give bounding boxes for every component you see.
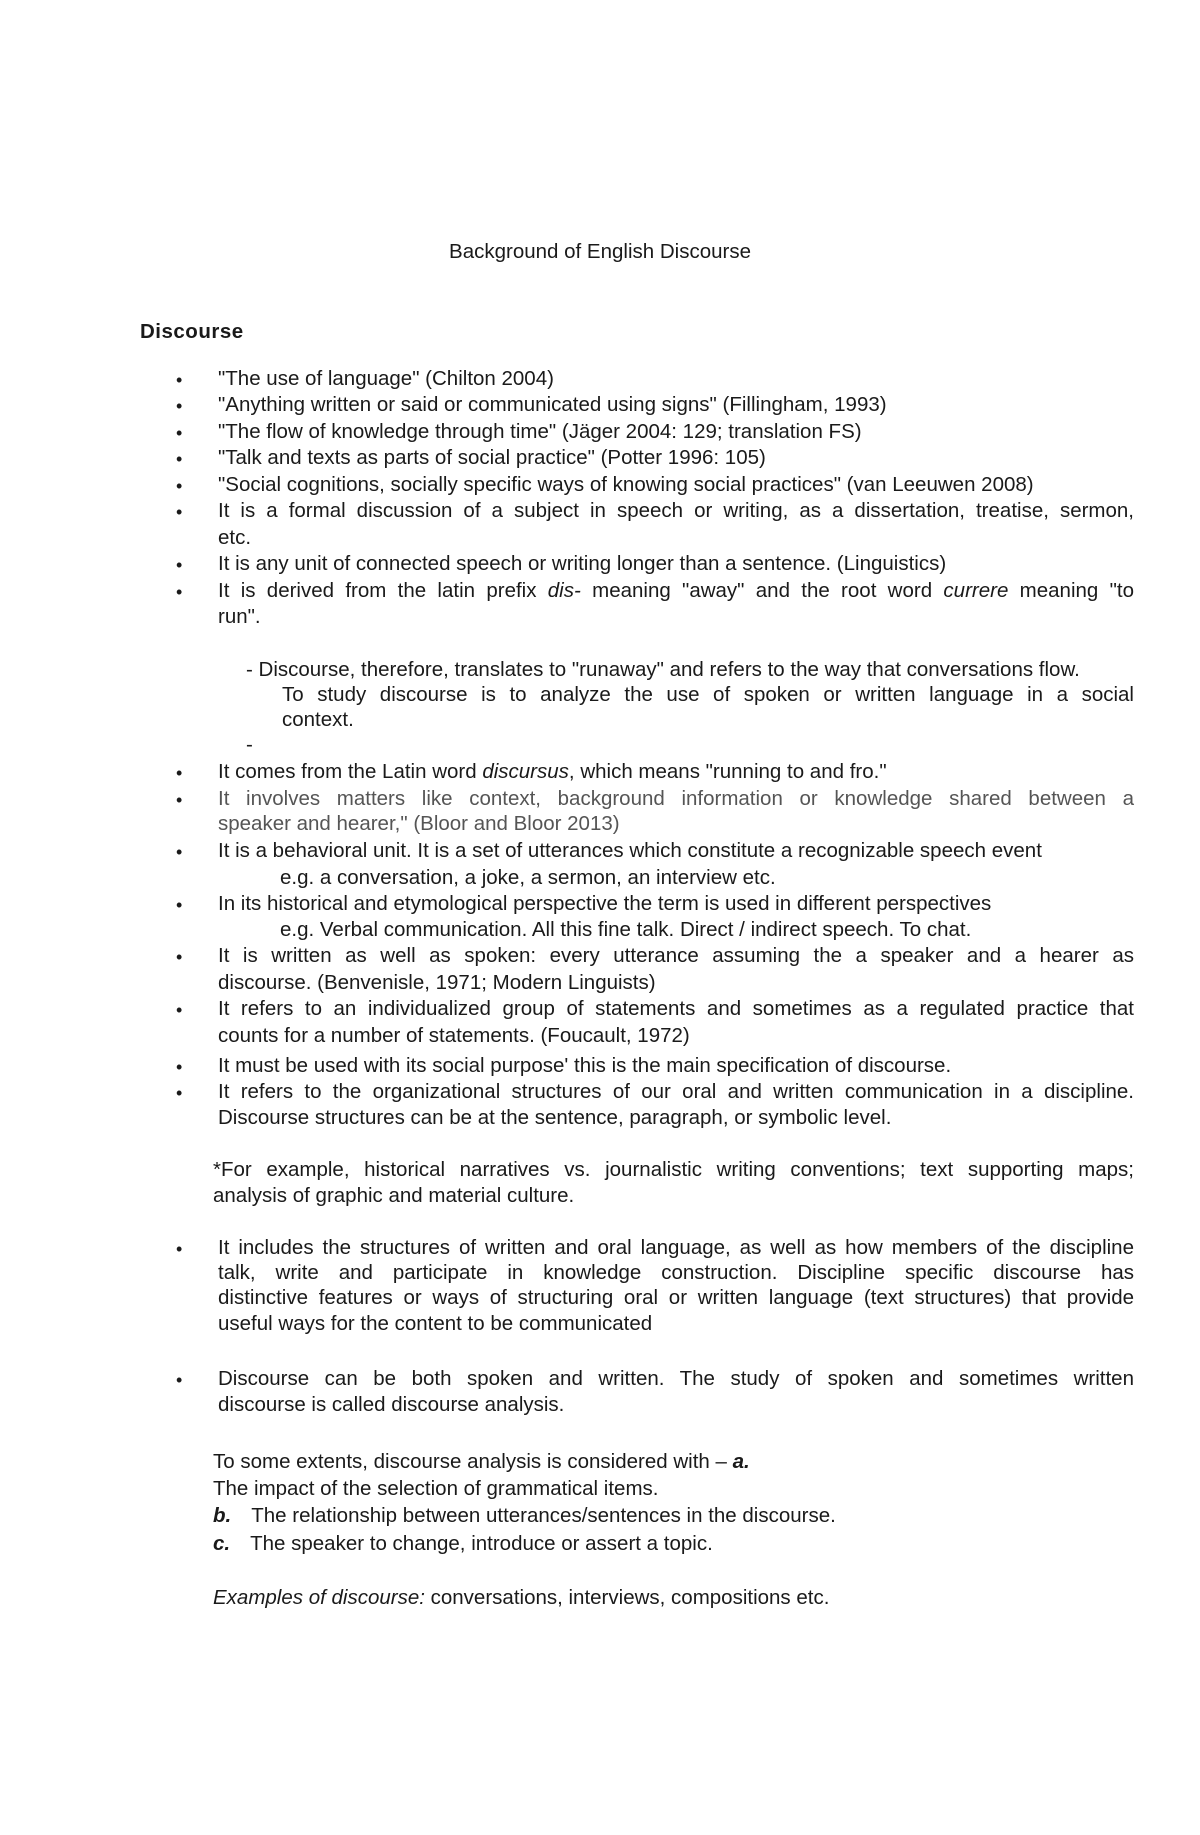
bullet-icon: • <box>176 423 183 443</box>
bullet-icon: • <box>176 895 183 915</box>
behavioral-example: e.g. a conversation, a joke, a sermon, an interview etc. <box>280 866 776 889</box>
formal-line-2: etc. <box>218 526 252 549</box>
purpose-line: It must be used with its social purpose' this is the main specification of discourse. <box>218 1054 952 1077</box>
item-c-line: c. The speaker to change, introduce or assert a topic. <box>213 1532 713 1555</box>
derived-line-1: It is derived from the latin prefix dis- meaning "away" and the root word currere meaning "to <box>218 579 1134 602</box>
written-line-2: discourse. (Benvenisle, 1971; Modern Linguists) <box>218 971 656 994</box>
bullet-icon: • <box>176 790 183 810</box>
includes-line-3: distinctive features or ways of structuring oral or written language (text structures) that provide <box>218 1286 1134 1309</box>
runaway-line-2: To study discourse is to analyze the use of spoken or written language in a social <box>282 683 1134 706</box>
runaway-line-1: - Discourse, therefore, translates to "runaway" and refers to the way that conversations flow. <box>246 658 1080 681</box>
bullet-icon: • <box>176 947 183 967</box>
written-line-1: It is written as well as spoken: every utterance assuming the a speaker and a hearer as <box>218 944 1134 967</box>
historical-line: In its historical and etymological perspective the term is used in different perspectives <box>218 892 992 915</box>
historical-example: e.g. Verbal communication. All this fine talk. Direct / indirect speech. To chat. <box>280 918 972 941</box>
formal-line-1: It is a formal discussion of a subject in speech or writing, as a dissertation, treatise, sermon, <box>218 499 1134 522</box>
includes-line-4: useful ways for the content to be communicated <box>218 1312 653 1335</box>
bullet-icon: • <box>176 1000 183 1020</box>
org-line-2: Discourse structures can be at the sentence, paragraph, or symbolic level. <box>218 1106 892 1129</box>
bullet-icon: • <box>176 396 183 416</box>
latin-line: It comes from the Latin word discursus, which means "running to and fro." <box>218 760 887 783</box>
runaway-line-3: context. <box>282 708 354 731</box>
bullet-icon: • <box>176 555 183 575</box>
bullet-icon: • <box>176 476 183 496</box>
bullet-icon: • <box>176 502 183 522</box>
includes-line-2: talk, write and participate in knowledge construction. Discipline specific discourse has <box>218 1261 1134 1284</box>
section-heading: Discourse <box>140 320 244 343</box>
examples-line: Examples of discourse: conversations, interviews, compositions etc. <box>213 1586 830 1609</box>
quote-item: "Social cognitions, socially specific ways of knowing social practices" (van Leeuwen 2008) <box>218 473 1034 496</box>
spoken-line-2: discourse is called discourse analysis. <box>218 1393 565 1416</box>
bullet-icon: • <box>176 1370 183 1390</box>
involves-line-1: It involves matters like context, background information or knowledge shared between a <box>218 787 1134 810</box>
page-title: Background of English Discourse <box>449 240 751 263</box>
dash-line: - <box>246 733 253 756</box>
example-line-1: *For example, historical narratives vs. journalistic writing conventions; text supporting maps; <box>213 1158 1134 1181</box>
derived-line-2: run". <box>218 605 261 628</box>
bullet-icon: • <box>176 763 183 783</box>
refers-line-2: counts for a number of statements. (Foucault, 1972) <box>218 1024 690 1047</box>
bullet-icon: • <box>176 449 183 469</box>
bullet-icon: • <box>176 1057 183 1077</box>
quote-item: "Anything written or said or communicated using signs" (Fillingham, 1993) <box>218 393 887 416</box>
bullet-icon: • <box>176 370 183 390</box>
item-b-line: b. The relationship between utterances/sentences in the discourse. <box>213 1504 836 1527</box>
bullet-icon: • <box>176 1083 183 1103</box>
extent-line: To some extents, discourse analysis is considered with – a. <box>213 1450 750 1473</box>
involves-line-2: speaker and hearer," (Bloor and Bloor 2013) <box>218 812 620 835</box>
quote-item: "Talk and texts as parts of social practice" (Potter 1996: 105) <box>218 446 766 469</box>
spoken-line-1: Discourse can be both spoken and written. The study of spoken and sometimes written <box>218 1367 1134 1390</box>
unit-line: It is any unit of connected speech or writing longer than a sentence. (Linguistics) <box>218 552 947 575</box>
example-line-2: analysis of graphic and material culture. <box>213 1184 575 1207</box>
refers-line-1: It refers to an individualized group of statements and sometimes as a regulated practice that <box>218 997 1134 1020</box>
quote-item: "The flow of knowledge through time" (Jäger 2004: 129; translation FS) <box>218 420 862 443</box>
includes-line-1: It includes the structures of written and oral language, as well as how members of the discipline <box>218 1236 1134 1259</box>
behavioral-line: It is a behavioral unit. It is a set of utterances which constitute a recognizable speech event <box>218 839 1042 862</box>
item-a: The impact of the selection of grammatical items. <box>213 1477 659 1500</box>
quote-item: "The use of language" (Chilton 2004) <box>218 367 554 390</box>
org-line-1: It refers to the organizational structures of our oral and written communication in a discipline. <box>218 1080 1134 1103</box>
bullet-icon: • <box>176 1239 183 1259</box>
bullet-icon: • <box>176 842 183 862</box>
bullet-icon: • <box>176 582 183 602</box>
